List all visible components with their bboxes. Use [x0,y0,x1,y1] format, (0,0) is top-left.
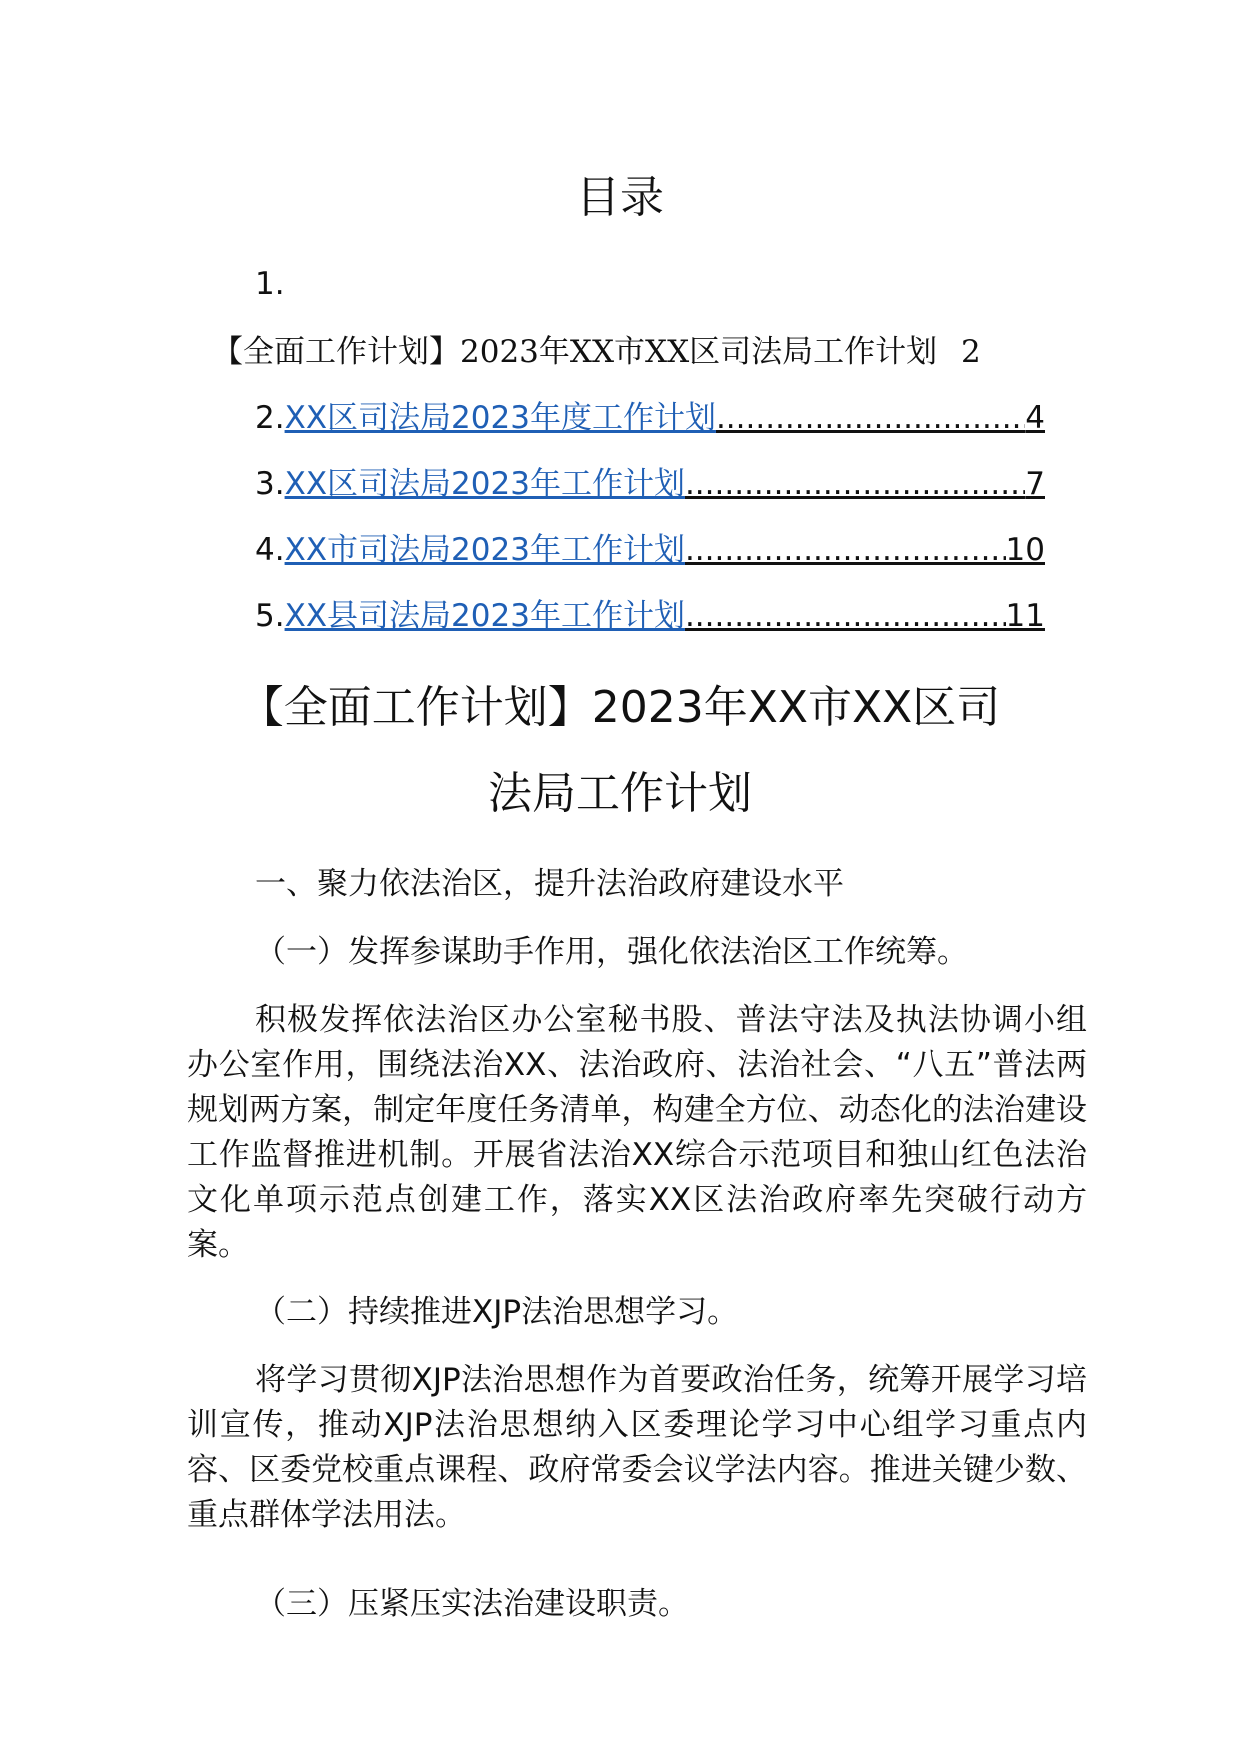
subsection-3-heading: （三）压紧压实法治建设职责。 [255,1586,689,1622]
toc-entry-3-link[interactable]: XX区司法局2023年工作计划 [284,466,685,502]
toc-entry-2-number: 2. [255,400,285,436]
toc-entry-3-number: 3. [255,466,285,502]
section-1-heading: 一、聚力依法治区，提升法治政府建设水平 [255,866,844,902]
toc-leader-dots [716,396,1025,440]
toc-entry-5-link[interactable]: XX县司法局2023年工作计划 [284,598,685,634]
document-title-line-2: 法局工作计划 [488,768,752,819]
toc-entry-3[interactable] [255,462,1045,506]
toc-entry-2-link[interactable]: XX区司法局2023年度工作计划 [284,400,716,436]
toc-entry-5[interactable] [255,594,1045,638]
subsection-2-heading: （二）持续推进XJP法治思想学习。 [255,1294,739,1330]
toc-entry-1-page: 2 [961,334,981,370]
toc-entry-1-number: 1. [255,266,285,302]
toc-entry-1-text: 【全面工作计划】2023年XX市XX区司法局工作计划 [212,334,938,370]
toc-leader-dots [685,594,1006,638]
subsection-1-heading: （一）发挥参谋助手作用，强化依法治区工作统筹。 [255,934,968,970]
toc-entry-5-number: 5. [255,598,285,634]
toc-leader-dots [685,528,1006,572]
document-title-line-1: 【全面工作计划】2023年XX市XX区司 [239,682,1001,733]
toc-entry-2-page: 4 [1025,400,1045,436]
toc-entry-4-number: 4. [255,532,285,568]
subsection-2-paragraph: 将学习贯彻XJP法治思想作为首要政治任务，统筹开展学习培训宣传，推动XJP法治思想纳入区委理论学习中心组学习重点内容、区委党校重点课程、政府常委会议学法内容。推进关键少数、重点群体学法用法。 [187,1362,1087,1533]
toc-entry-2[interactable] [255,396,1045,440]
toc-entry-4-link[interactable]: XX市司法局2023年工作计划 [284,532,685,568]
toc-title: 目录 [576,172,664,223]
toc-leader-dots [685,462,1025,506]
toc-entry-4[interactable] [255,528,1045,572]
toc-entry-5-page: 11 [1005,598,1045,634]
toc-entry-1[interactable] [212,330,981,374]
subsection-1-paragraph: 积极发挥依法治区办公室秘书股、普法守法及执法协调小组办公室作用，围绕法治XX、法治政府、法治社会、“八五”普法两规划两方案，制定年度任务清单，构建全方位、动态化的法治建设工作监督推进机制。开展省法治XX综合示范项目和独山红色法治文化单项示范点创建工作，落实XX区法治政府率先突破行动方案。 [187,1002,1087,1263]
toc-entry-4-page: 10 [1005,532,1045,568]
toc-entry-3-page: 7 [1025,466,1045,502]
